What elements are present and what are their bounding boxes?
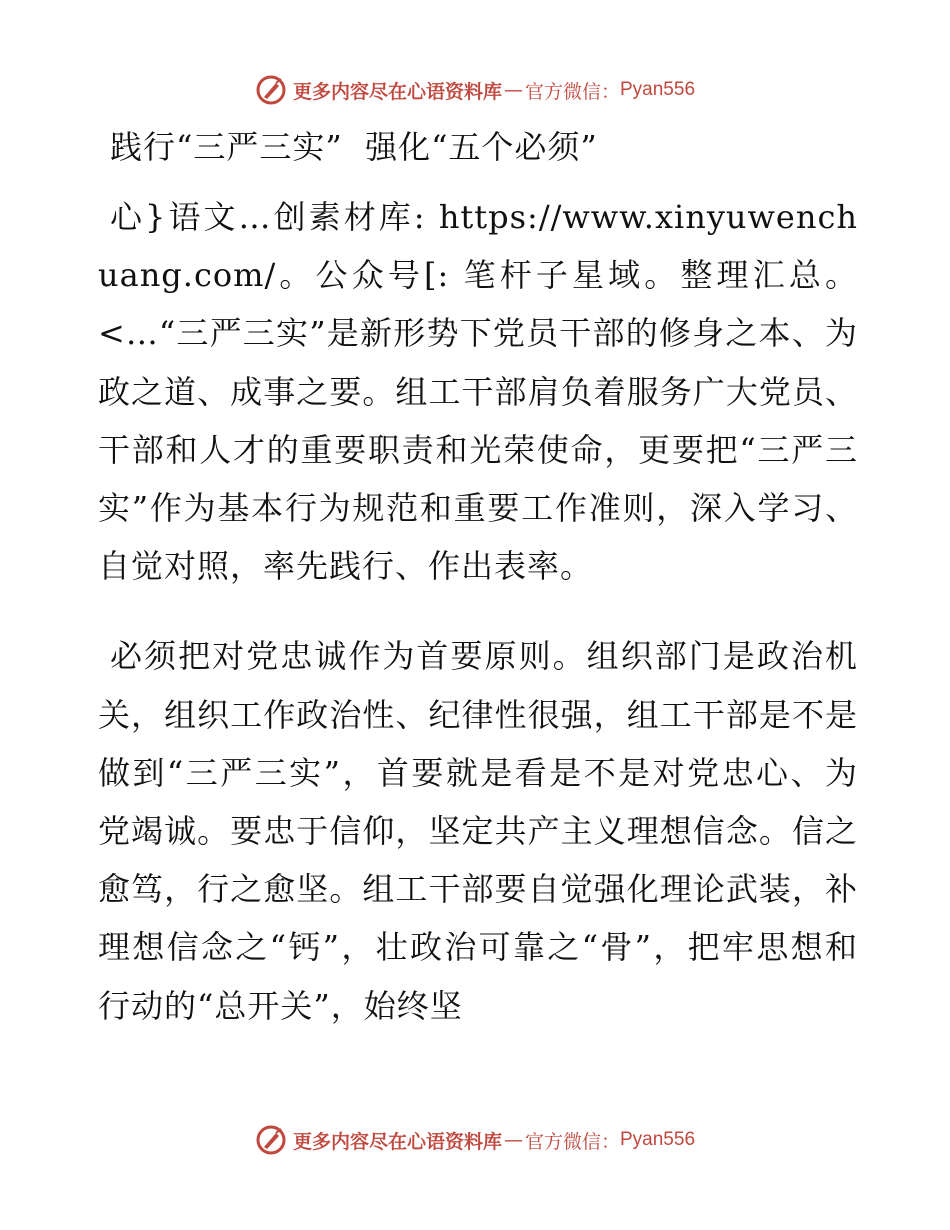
paragraph-loyalty: 必须把对党忠诚作为首要原则。组织部门是政治机关，组织工作政治性、纪律性很强，组工干部是不是做到“三严三实”，首要就是看是不是对党忠心、为党竭诚。要忠于信仰，坚定共产主义理想信念。信之愈笃，行之愈坚。组工干部要自觉强化理论武装，补理想信念之“钙”，壮政治可靠之“骨”，把牢思想和行动的“总开关”，始终坚 — [98, 637, 858, 1025]
feather-pen-logo-icon — [255, 74, 287, 106]
banner-wechat-id: Pyan556 — [620, 79, 696, 100]
feather-pen-logo-icon — [255, 1124, 287, 1156]
banner-separator: — — [503, 79, 523, 101]
document-title: 践行“三严三实” 强化“五个必须” — [110, 128, 598, 166]
footer-separator: — — [503, 1129, 523, 1151]
header-banner — [0, 70, 950, 110]
footer-wechat-label: 官方微信： — [524, 1130, 620, 1153]
paragraph-intro: 心}语文…创素材库: https://www.xinyuwenchuang.com/。公众号[: 笔杆子星域。整理汇总。<…“三严三实”是新形势下党员干部的修身之本、为政之道、成事之要。组工干部肩负着服务广大党员、干部和人才的重要职责和光荣使命，更要把“三严三实”作为基本行为规范和重要工作准则，深入学习、自觉对照，率先践行、作出表率。 — [98, 198, 858, 586]
footer-slogan: 更多内容尽在心语资料库 — [292, 1130, 502, 1153]
banner-wechat-label: 官方微信： — [524, 80, 620, 103]
document-body — [98, 118, 858, 1035]
footer-banner — [0, 1120, 950, 1160]
footer-wechat-id: Pyan556 — [620, 1129, 696, 1150]
banner-slogan: 更多内容尽在心语资料库 — [292, 80, 502, 103]
